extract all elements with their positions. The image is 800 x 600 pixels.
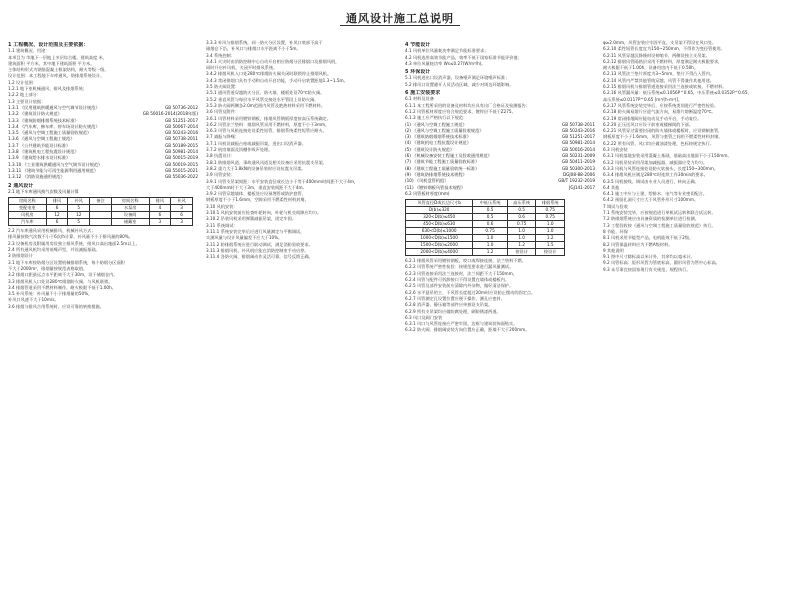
text-line: 6.2.15 排烟风机与排烟管道连接采用法兰连接或软接，不燃材料。 (603, 84, 727, 90)
text-line: 6.4.2 预留孔洞尺寸应大于风管外形尺寸100mm。 (603, 197, 699, 203)
s6b-lines (405, 258, 595, 334)
s1-lines (8, 48, 198, 105)
table-cell: 按设计 (536, 249, 565, 256)
text-line: 3.8.1 防排烟风道、事故通风风道及相关设备应采用抗震支吊架。 (206, 159, 327, 165)
standard-code: GB 50016-2014(2018年版) (142, 111, 198, 117)
text-line: 不大于2000m²，排烟量按规范表格取值。 (8, 265, 88, 271)
table-cell: 0.5 (473, 214, 508, 221)
table-cell: 1.0 (507, 228, 536, 235)
text-line: 3.5.2 垂直风管与每层水平风管交接处水平管段上设防火阀。 (206, 96, 319, 102)
standard-code: GB/T 19232-2019 (558, 178, 595, 184)
text-line: 6.3.2 防火阀、排烟阀安装方向位置应正确，距墙不大于200mm。 (405, 327, 530, 333)
table-row (406, 207, 565, 214)
standard-code: GB 50015-2019 (165, 155, 198, 161)
table-cell: 6 (149, 212, 171, 219)
text-line: 4.3 单位风量耗功率 Ws≤0.27(W/m³/h)。 (405, 60, 486, 66)
standard-name: 1.3.1 《民用建筑供暖通风与空气调节设计规范》 (8, 104, 100, 110)
text-line: 8.1 风机采用节能型产品，电机能效不低于2级。 (603, 235, 694, 241)
text-line: 6.2.13 风管法兰垫片厚度为3~5mm，垫片不得凸入管内。 (603, 71, 715, 77)
text-line: 3.4.1 火灾时由消防控制中心自动开启相应防烟分区排烟口及排烟风机， (206, 58, 340, 64)
standard-name: (6) 《机械设备安装工程施工及验收通用规范》 (405, 153, 492, 159)
table-cell: 2000<D(b)≤4000 (406, 249, 473, 256)
text-line: 3.10.2 吊装风机采用弹簧减振吊架，固定牢固。 (206, 216, 297, 222)
table-cell: 6 (46, 219, 68, 226)
text-line: 8.2 风管保温材料应为不燃A级材料。 (603, 241, 673, 247)
section-heading: 4 节能设计 (405, 42, 431, 48)
standard-code: GB 50736-2012 (165, 104, 198, 110)
standard-code: GB 50189-2015 (165, 142, 198, 148)
standard-name: (8) 《建筑工程施工质量验收统一标准》 (405, 165, 480, 171)
column-3 (405, 40, 595, 595)
text-line: 3.4.3 常闭排烟口具有手动和自动开启功能，手动开启装置距地1.3~1.5m。 (206, 77, 348, 83)
table-cell: 12 (46, 212, 68, 219)
text-line: 建筑面积 平方米，其中地下建筑面积 平方米。 (8, 60, 95, 66)
text-line: 3.8 抗震设计： (206, 153, 235, 159)
text-line: 6.3.5 风机接线、调试由专业人员进行，转向正确。 (603, 178, 699, 184)
text-line: 4.1 风机单位风量耗功率满足节能标准要求； (405, 48, 489, 54)
table-header-cell: 补风 (171, 198, 193, 205)
s2-lines (8, 228, 198, 310)
standard-name: (3) 《建筑防烟排烟系统技术标准》 (405, 134, 471, 140)
standard-code: GB 50411-2019 (562, 159, 595, 165)
text-line: 6.2.9 所有支吊架均应做防腐处理，刷防锈漆两道。 (405, 308, 501, 314)
text-line: 2.4 所有通风机均采用低噪声型，并设减振基础。 (8, 247, 100, 253)
table-row (406, 221, 565, 228)
text-line: 耐火极限不低于1.00h，设备用房内不低于0.50h。 (603, 65, 699, 71)
text-line: 6.2.2 风管系统严密性检验：按规范要求进行漏风量测试。 (405, 264, 514, 270)
standard-code: GB 50243-2016 (165, 130, 198, 136)
text-line: 3.4 排烟管道采用不燃材料制作，耐火极限不低于1.00h。 (8, 284, 116, 290)
standard-name: (2) 《通风与空调工程施工质量验收规范》 (405, 127, 484, 133)
s4-lines (405, 48, 595, 67)
standard-name: (1) 《通风与空调工程施工规范》 (405, 121, 467, 127)
text-line: 3.10.1 风机安装前应检查叶轮转向，叶轮与机壳间隙应均匀。 (206, 210, 322, 216)
text-line: 6.1.2 风管板材厚度应符合规范要求，镀锌层不低于Z275。 (405, 108, 516, 114)
table-cell: 储藏室 (111, 219, 149, 226)
table-cell: 设备间 (111, 212, 149, 219)
column-1 (8, 40, 198, 595)
table-cell: 0.5 (507, 207, 536, 214)
text-line: 3.11 系统调试： (206, 222, 238, 228)
standard-name: 1.3.7 《公共建筑节能设计标准》 (8, 142, 71, 148)
text-line: 3.8.2 重力大于1.8kN的设备吊装时应设抗震支吊架。 (206, 165, 306, 171)
table-header-row (9, 198, 193, 205)
text-line: 3.5 防火阀设置： (206, 84, 240, 90)
table-cell: 1.0 (473, 242, 508, 249)
table-header-cell: 备注 (90, 198, 112, 205)
text-line: 6.2.16 风管漏风量：低压系统≤0.1056P^0.65，中压系统≤0.0352P^0.65， (603, 90, 752, 96)
text-line: 6.1.1 本工程所采用的设备及材料均应具有出厂合格证及检测报告； (405, 102, 531, 108)
text-line: 9.2 风管标高：矩形风管为管底标高，圆形风管为管中心标高。 (603, 260, 720, 266)
table-row (406, 228, 565, 235)
text-line: 6.2.6 水平悬吊的主、干风管长度超过20m时应设防止摆动的固定点。 (405, 289, 536, 295)
standard-row (8, 174, 198, 180)
text-line: 6.2.8 消声器、静压箱等部件应单独设支吊架。 (405, 302, 493, 308)
standard-code: GB 50231-2009 (562, 153, 595, 159)
standard-code: DGJ08-88-2006 (562, 171, 595, 177)
text-line: 3.3.3 补风与排烟系统，同一防火分区设置，补风口底部不高于 (206, 40, 323, 45)
text-line: 6.2.10 柔性短管长度宜为150~250mm，不得作为变径管使用。 (603, 46, 725, 52)
table-cell: D(b)≤320 (406, 207, 473, 214)
text-line: 6.3.3 风机与风管连接处设防火软接头，长度150~300mm。 (603, 165, 719, 171)
standard-code: GB 50067-2014 (165, 123, 198, 129)
text-line: 6.2.19 常闭排烟阀应能电动及手动开启，手动复位。 (603, 115, 702, 121)
standard-code: GB 51251-2017 (562, 134, 595, 140)
table-row (9, 219, 193, 226)
table-row (406, 242, 565, 249)
table-caption: 2.1 地下车库通风换气次数及风量计算 (8, 188, 79, 194)
text-line: φ≥2.0mm，风管安装应牢固平直，支吊架不得设在风口处。 (603, 40, 717, 45)
table-header-row (406, 200, 565, 207)
table-cell: 0.6 (473, 221, 508, 228)
text-line: 3.7 减振与降噪： (206, 134, 240, 140)
table-header-cell: 房间名称 (111, 198, 149, 205)
table-cell: 1.0 (507, 235, 536, 242)
table-cell: 1.2 (536, 235, 565, 242)
table-cell: 450<D(b)≤630 (406, 221, 473, 228)
text-line: 6.2.14 风管内严禁其他管线穿越，风管不得兼作其他用途。 (603, 77, 714, 83)
standard-code: GB 50019-2015 (165, 161, 198, 167)
text-line: 6.3.2 风机吊装采用吊架加减振器，减振器应受力均匀。 (603, 159, 708, 165)
table-cell: 1000<D(b)≤1500 (406, 235, 473, 242)
text-line: 2.3 设备机房及附属用房设独立排风系统，排风口高出地面2.5m以上。 (8, 240, 140, 246)
text-line: 9.1 图中尺寸除标高以米计外，其余均以毫米计。 (603, 254, 695, 260)
text-line: 6.2.7 风管测定孔设置位置应便于操作，测孔应密封。 (405, 295, 505, 301)
table-cell: 变配电室 (9, 205, 47, 212)
table-cell (90, 205, 112, 212)
table-cell: 水泵房 (111, 205, 149, 212)
text-line: 主体结构形式为钢筋混凝土框架结构，耐火等级一级。 (8, 67, 109, 73)
table-row (9, 205, 193, 212)
text-line: 补风口风速不大于10m/s。 (8, 297, 59, 303)
text-line: 6.2.11 风管穿越沉降缝时设伸缩节，两侧设独立支吊架。 (603, 52, 710, 58)
standard-name: (9) 《建筑防排烟系统技术规程》 (405, 171, 467, 177)
table-cell: 5 (68, 205, 90, 212)
text-line: 3.10 风机安装： (206, 203, 238, 209)
table-cell: 6 (46, 205, 68, 212)
standard-name: 1.3.9 《建筑给水排水设计标准》 (8, 155, 71, 161)
text-line: 大于400mm时不大于3m，垂直安装间距不大于4m。 (206, 184, 307, 190)
text-line: 3.7.1 风机设减振台座或减振吊架，进出口设消声器。 (206, 140, 306, 146)
table-cell: 0.75 (507, 221, 536, 228)
text-line: 3 防排烟设计 (8, 253, 33, 259)
standard-name: (5) 《建筑设计防火规范》 (405, 146, 455, 152)
standard-code: GB 55036-2022 (165, 174, 198, 180)
section-heading: 2 通风设计 (8, 182, 34, 189)
text-line: 3.11.1 系统安装完毕后应进行风量测定与平衡调试， (206, 228, 305, 234)
text-line: 1.2.1 地下室机械通风、排风及排烟系统； (8, 86, 87, 92)
text-line: 同时开启补风机，关闭平时排风系统。 (206, 65, 278, 71)
text-line: 3.1 地下车库按防烟分区设置机械排烟系统，每个防烟分区面积 (8, 259, 125, 265)
duct-thickness-table (405, 199, 565, 256)
text-line: 7.2 防排烟系统应由具备资质的检测单位进行检测。 (603, 216, 699, 222)
col4-lines (603, 40, 793, 273)
text-line: 钢板厚度不小于1.6mm，风管与套管之间用不燃柔性材料封堵。 (603, 134, 723, 140)
table-cell (90, 212, 112, 219)
text-line: 6.2.3 风管连接采用法兰连接时，法兰间距不大于150mm。 (405, 270, 517, 276)
text-line: 3.6.2 风管法兰垫料：排烟风管采用不燃材料，厚度不小于3mm。 (206, 121, 330, 127)
column-2 (206, 40, 396, 595)
text-line: 6.2.20 正压送风口应设于前室或楼梯间的下部。 (603, 121, 694, 127)
text-line: 3.6 排烟与排风合用系统时，应设可靠的转换措施。 (8, 303, 104, 309)
table-caption: 6.2 风管板材厚度(mm) (405, 190, 450, 196)
text-line: 设计范围：本工程地下车库通风、防排烟系统设计。 (8, 73, 105, 79)
table-header-cell: 房间名称 (9, 198, 47, 205)
text-line: 储烟仓下沿，补风口与排烟口水平距离不小于5m。 (206, 46, 301, 52)
text-line: 6.4 其他 (603, 184, 620, 190)
table-header-cell: 高压系统 (507, 200, 536, 207)
text-line: 6.3 风口及阀门安装 (405, 314, 443, 320)
table-row (406, 235, 565, 242)
text-line: 本项目为 市地下一层地上多层综合楼，建筑高度 米， (8, 54, 107, 60)
section-heading: 6 施工安装要求 (405, 90, 441, 97)
text-line: 高压系统≤0.0117P^0.65 [m³/(h·m²)]。 (603, 96, 683, 102)
text-line: 钢板厚度不小于1.6mm，空隙采用不燃柔性材料封堵。 (206, 197, 309, 203)
page-title: 通风设计施工总说明 (346, 12, 454, 25)
text-line: 7.1 系统安装完毕，应按规范进行单机试运转和联合试运转。 (603, 210, 716, 216)
table-header-cell: 排烟系统 (536, 200, 565, 207)
standard-code: GB 50300-2013 (562, 165, 595, 171)
text-line: 5.1 风机进出口设消声器，设备噪声满足环境噪声标准； (405, 75, 510, 81)
section-heading: 5 环保设计 (405, 69, 431, 76)
text-line: 3.4.2 排烟风机入口处280℃排烟防火阀关闭时联锁停止排烟风机。 (206, 71, 332, 77)
standard-name: 1.3.4 《汽车库、修车库、停车场设计防火规范》 (8, 123, 100, 129)
table-cell: 按设计 (507, 249, 536, 256)
text-line: 6.3.1 风机落地安装采用混凝土基础，基础高出地面不小于150mm。 (603, 153, 732, 159)
table-cell: 3 (149, 219, 171, 226)
text-line: 6.3 风机安装 (603, 147, 628, 153)
section-heading: 1 工程概况、设计范围及主要依据： (8, 42, 89, 48)
table-header-cell: 风管直径D或长边尺寸b (406, 200, 473, 207)
standard-code: JGJ141-2017 (569, 184, 595, 190)
standard-code: GB 51251-2017 (165, 117, 198, 123)
text-line: 6.2.12 排烟风管隔热层采用不燃材料，厚度满足耐火极限要求， (603, 58, 723, 64)
text-line: 6.2.5 风管及部件安装前应清除内外杂物，做好清洁保护。 (405, 283, 514, 289)
standard-code: GB 50738-2011 (165, 136, 198, 142)
standards-list-3 (405, 122, 595, 191)
text-line: 5.2 排风口设置避开人员活动区域，减少对周边环境影响。 (405, 81, 514, 87)
table-cell: 630<D(b)≤1000 (406, 228, 473, 235)
text-line: 3.6 风管及附件： (206, 109, 240, 115)
table-header-cell: 排风 (46, 198, 68, 205)
text-line: 3.5.1 通风管道穿越防火分区、防火墙、楼板处设70℃防火阀。 (206, 90, 325, 96)
text-line: 3.9.2 风管穿越墙体、楼板处应设预埋管或防护套管， (206, 191, 306, 197)
standard-name: (4) 《建筑机电工程抗震设计规范》 (405, 140, 471, 146)
text-line: 3.11.2 防排烟系统应进行联动调试，满足消防验收要求。 (206, 241, 313, 247)
table-cell: 1.0 (536, 221, 565, 228)
table-cell: 5 (68, 219, 90, 226)
table-cell: 风机房 (9, 212, 47, 219)
text-line: 6.1.3 施工应严格执行以下规范： (405, 115, 468, 121)
table-cell: 6 (171, 212, 193, 219)
s6-lines (405, 96, 595, 121)
standard-code: GB 50738-2011 (562, 121, 595, 127)
column-4 (603, 40, 793, 595)
table-cell: 1.2 (507, 242, 536, 249)
ventilation-table (8, 197, 193, 226)
text-line: 排风量按换气次数不小于6次/h计算，补风量不小于排风量的80%。 (8, 234, 133, 240)
text-line: 3.6.3 风管与风机连接处设柔性短管，排烟系统柔性短管应耐火。 (206, 128, 327, 134)
standard-name: 1.3.8 《建筑机电工程抗震设计规范》 (8, 149, 79, 155)
text-line: 3.5 补风系统：补风量不小于排烟量的50%， (8, 291, 93, 297)
s5-lines (405, 75, 595, 88)
table-cell: 0.75 (473, 228, 508, 235)
standard-name: 1.3.2 《建筑设计防火规范》 (8, 111, 62, 117)
text-line: 6.4.1 施工中应与土建、给排水、电气等专业密切配合。 (603, 191, 708, 197)
standard-name: 1.3.5 《通风与空调工程施工质量验收规范》 (8, 130, 92, 136)
text-line: 1.1 建筑概况、用途： (8, 48, 50, 54)
table-cell: 汽车库 (9, 219, 47, 226)
table-row (406, 249, 565, 256)
table-cell: 0.75 (536, 207, 565, 214)
table-cell: 4 (149, 205, 171, 212)
standards-list-1 (8, 105, 198, 181)
text-line: 3.2 排烟口距最远点水平距离不大于30m，设于储烟仓内。 (8, 272, 118, 278)
text-line: 3.6.1 风管材料采用镀锌钢板，排烟风管钢板厚度按高压系统确定。 (206, 115, 332, 121)
standard-code: GB 55015-2021 (165, 167, 198, 173)
text-line: 6.2.21 风管穿过需要封闭的防火墙体或楼板时，应设钢制套管， (603, 128, 723, 134)
standard-name: 1.3.3 《建筑防烟排烟系统技术标准》 (8, 117, 79, 123)
table-cell: 1.0 (473, 235, 508, 242)
text-line: 3.7.2 机房墙面及顶棚作吸声处理。 (206, 147, 273, 153)
standard-name: (10) 《风机盘管机组》 (405, 178, 449, 184)
text-line: 6.2.17 风管系统安装完毕后，应按系统类别进行严密性检验。 (603, 102, 719, 108)
text-line: 6.1 材料及设备 (405, 96, 434, 102)
standard-name: 1.3.12 《消防设施通用规范》 (8, 174, 65, 180)
text-line: 6.2.4 风管与配件可拆卸接口不得设置在墙体或楼板内。 (405, 277, 510, 283)
table-cell: 1.0 (536, 228, 565, 235)
table-cell: 1.2 (473, 249, 508, 256)
text-line: 6.2.1 排烟风管采用镀锌钢板，咬口或焊接连接，法兰垫料不燃。 (405, 258, 526, 264)
text-line: 6.3.4 排烟风机应满足280℃时连续工作30min的要求。 (603, 172, 708, 178)
standard-code: GB 50981-2014 (562, 140, 595, 146)
text-line: 1.2.2 地上部分： (8, 92, 41, 98)
text-line: 6.2.22 所有风管、风口均应做油漆处理，色标按规定执行。 (603, 140, 714, 146)
text-line: 6.3.1 风口与风管连接应严密牢固，边框与建筑装饰面贴实。 (405, 321, 518, 327)
text-line: 9 其他说明 (603, 247, 624, 253)
title-underline (340, 25, 460, 26)
text-line: 2.2 汽车库通风采用机械排风、机械补风方式； (8, 228, 96, 234)
text-line: 3.4 系统控制： (206, 52, 235, 58)
table-row (406, 214, 565, 221)
table-cell: 12 (68, 212, 90, 219)
standard-name: 1.3.10 《工业建筑供暖通风与空气调节设计规范》 (8, 161, 103, 167)
standard-name: 1.3.6 《通风与空调工程施工规范》 (8, 136, 75, 142)
table-cell (90, 219, 112, 226)
text-line: 9.3 未尽事宜按国家现行有关规范、规程执行。 (603, 266, 691, 272)
table-header-cell: 补风 (68, 198, 90, 205)
table-row (9, 212, 193, 219)
text-line: 3.11.3 排烟风机、补风机应能在消防控制室手动启停。 (206, 247, 309, 253)
text-line: 3.9 风管安装： (206, 172, 235, 178)
standard-code: GB 50016-2014 (562, 146, 595, 152)
table-cell: 1.5 (536, 242, 565, 249)
text-line: 3.9.1 风管支吊架间距：水平安装直径或长边小于等于400mm时间距不大于4m， (206, 178, 359, 184)
standard-code: GB 50981-2014 (165, 149, 198, 155)
table-header-cell: 排风 (149, 198, 171, 205)
text-line: 实测风量与设计风量偏差不应大于10%。 (206, 235, 283, 241)
standard-name: 1.3.11 《建筑节能与可再生能源利用通用规范》 (8, 167, 99, 173)
text-line: 3.3 排烟风机入口处设280℃排烟防火阀，与风机联锁。 (8, 278, 113, 284)
text-line: 3.11.4 各防火阀、排烟阀动作灵活可靠，信号反馈正确。 (206, 254, 313, 260)
text-line: 7 调试与验收 (603, 203, 628, 209)
standard-code: GB 50243-2016 (562, 127, 595, 133)
text-line: 3.5.3 防火阀两侧各2.0m范围内风管及绝热材料采用不燃材料。 (206, 102, 326, 108)
table-cell: 0.6 (507, 214, 536, 221)
table-cell: 3 (171, 219, 193, 226)
standard-name: (11) 《镀锌钢板风管技术规程》 (405, 184, 466, 190)
table-cell: 0.5 (473, 207, 508, 214)
col2-lines (206, 40, 396, 260)
table-cell: 1500<D(b)≤2000 (406, 242, 473, 249)
text-line: 8 节能、环保 (603, 228, 628, 234)
text-line: 1.3 主要设计依据： (8, 98, 46, 104)
text-line: 7.3 工程验收按《通风与空调工程施工质量验收规范》执行。 (603, 222, 716, 228)
text-line: 1.2 设计范围： (8, 79, 37, 85)
table-cell: 0.75 (536, 214, 565, 221)
table-header-cell: 中低压系统 (473, 200, 508, 207)
standard-name: (7) 《建筑节能工程施工质量验收标准》 (405, 159, 480, 165)
table-cell: 320<D(b)≤450 (406, 214, 473, 221)
text-line: 6.2.18 防火阀易熔片应迎气流方向，易熔片熔断温度70℃。 (603, 109, 716, 115)
table-cell: 3 (171, 205, 193, 212)
text-line: 4.2 风机选用高效节能产品，效率不低于国家标准节能评价值； (405, 54, 522, 60)
